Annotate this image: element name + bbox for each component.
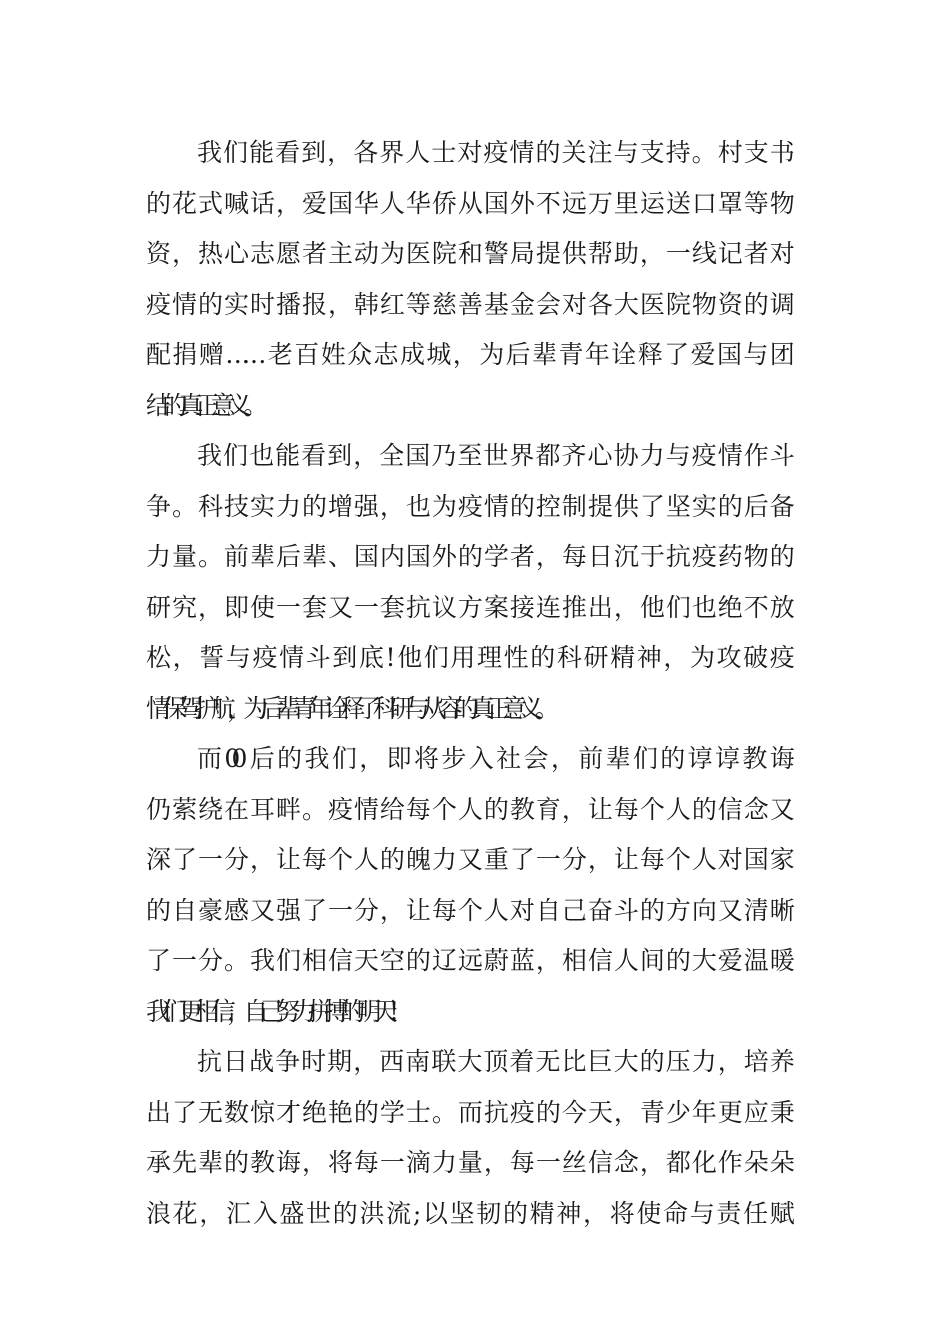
- paragraph-1: [146, 128, 786, 431]
- paragraph-2: [146, 431, 786, 734]
- text-line: 松，誓与疫情斗到底!他们用理性的科研精神，为攻破疫: [146, 643, 786, 672]
- text-line: 浪花，汇入盛世的洪流;以坚韧的精神，将使命与责任赋: [146, 1198, 786, 1228]
- text-line: 我们更相信，自己努力拼搏的明天!: [146, 996, 391, 1026]
- text-line: 争。科技实力的增强，也为疫情的控制提供了坚实的后备: [146, 491, 786, 521]
- text-line: 的花式喊话，爱国华人华侨从国外不远万里运送口罩等物: [146, 188, 786, 218]
- text-line: 的自豪感又强了一分，让每个人对自己奋斗的方向又清晰: [146, 895, 786, 925]
- text-line: 承先辈的教诲，将每一滴力量，每一丝信念，都化作朵朵: [146, 1148, 786, 1177]
- text-line: 抗日战争时期，西南联大顶着无比巨大的压力，培养: [197, 1047, 786, 1076]
- text-line: 仍萦绕在耳畔。疫情给每个人的教育，让每个人的信念又: [146, 794, 786, 824]
- text-line: 疫情的实时播报，韩红等慈善基金会对各大医院物资的调: [146, 289, 786, 319]
- text-line: 我们能看到，各界人士对疫情的关注与支持。村支书: [197, 138, 786, 167]
- text-line: 研究，即使一套又一套抗议方案接连推出，他们也绝不放: [146, 592, 786, 622]
- text-line: 情保驾护航，为后辈青年诠释了科研与从容的真正意义。: [146, 693, 552, 723]
- paragraph-3: [146, 734, 786, 1037]
- document-body: [146, 128, 786, 1239]
- text-line: 结的真正意义。: [146, 390, 260, 420]
- text-line: 了一分。我们相信天空的辽远蔚蓝，相信人间的大爱温暖: [146, 946, 786, 975]
- text-line: 我们也能看到，全国乃至世界都齐心协力与疫情作斗: [197, 441, 786, 470]
- text-line: 资，热心志愿者主动为医院和警局提供帮助，一线记者对: [146, 239, 786, 268]
- text-line: 配捐赠……老百姓众志成城，为后辈青年诠释了爱国与团: [146, 340, 786, 369]
- text-line: 出了无数惊才绝艳的学士。而抗疫的今天，青少年更应秉: [146, 1097, 786, 1127]
- text-line: 力量。前辈后辈、国内国外的学者，每日沉于抗疫药物的: [146, 542, 786, 571]
- text-line: 深了一分，让每个人的魄力又重了一分，让每个人对国家: [146, 845, 786, 874]
- text-line: 而00后的我们，即将步入社会，前辈们的谆谆教诲: [197, 744, 786, 773]
- paragraph-4: [146, 1037, 786, 1239]
